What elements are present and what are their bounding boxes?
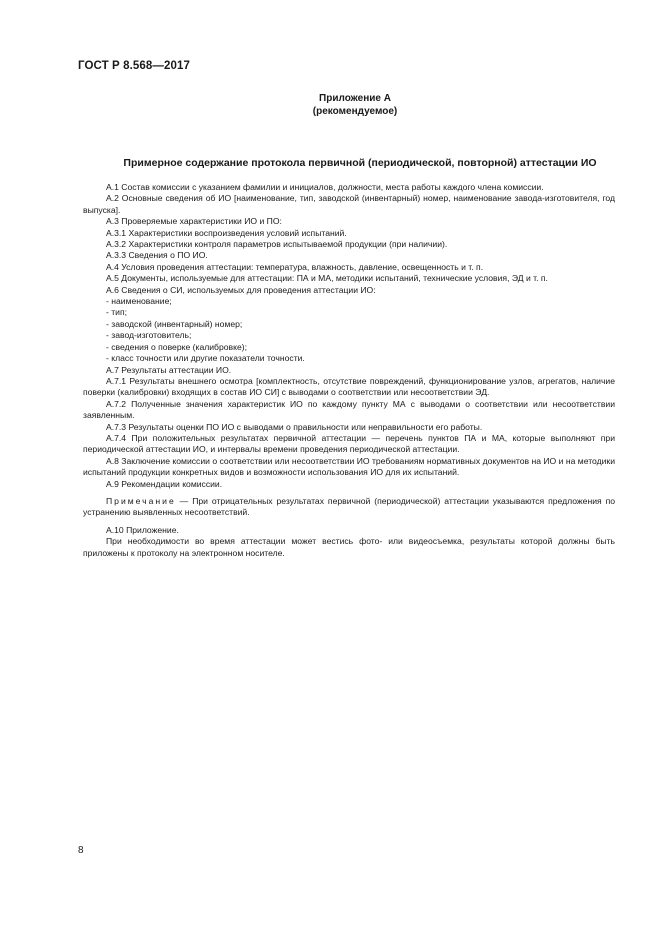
item-a7: А.7 Результаты аттестации ИО.: [106, 364, 232, 375]
item-a3-3: А.3.3 Сведения о ПО ИО.: [106, 250, 208, 261]
item-a6: А.6 Сведения о СИ, используемых для проведения аттестации ИО:: [106, 284, 376, 295]
item-a7-3: А.7.3 Результаты оценки ПО ИО с выводами о правильности или неправильности его работы.: [106, 421, 483, 432]
body-text: [83, 182, 615, 559]
appendix-title: Приложение А: [319, 93, 391, 104]
list-item: - тип;: [106, 307, 128, 318]
note-text: При отрицательных результатах первичной (периодической) аттестации указываются предложения по устранению выявленных несоответствий.: [83, 495, 616, 518]
item-a7-4: А.7.4 При положительных результатах первичной аттестации — перечень пунктов ПА и МА, которые выполняют при периодической аттестации ИО, и интервалы времени проведения периодической аттестации.: [83, 432, 615, 455]
appendix-heading: [280, 92, 430, 118]
item-a10-title: А.10 Приложение.: [106, 524, 179, 535]
list-item: - заводской (инвентарный) номер;: [106, 318, 243, 329]
item-a7-2: А.7.2 Полученные значения характеристик ИО по каждому пункту МА с выводами о соответствии или несоответствии заявленным.: [83, 398, 615, 421]
page-number: 8: [78, 845, 84, 856]
item-a7-1: А.7.1 Результаты внешнего осмотра [комплектность, отсутствие повреждений, функционирование узлов, агрегатов, наличие поверки (калибровки) входящих в состав ИО СИ] с выводами о соответствии или несоответствии ЭД.: [83, 375, 615, 398]
item-a2: А.2 Основные сведения об ИО [наименование, тип, заводской (инвентарный) номер, наименование завода-изготовителя, год выпуска].: [83, 193, 615, 215]
item-a10-text: При необходимости во время аттестации может вестись фото- или видеосъемка, результаты которой должны быть приложены к протоколу на электронном носителе.: [83, 536, 615, 558]
section-title: Примерное содержание протокола первичной (периодической, повторной) аттестации ИО: [123, 157, 597, 169]
list-item: - класс точности или другие показатели точности.: [106, 353, 305, 364]
item-a3: А.3 Проверяемые характеристики ИО и ПО:: [106, 216, 282, 227]
list-item: - наименование;: [106, 296, 172, 307]
note-dash: —: [175, 495, 193, 506]
item-a4: А.4 Условия проведения аттестации: температура, влажность, давление, освещенность и т. п.: [106, 261, 484, 272]
item-a1: А.1 Состав комиссии с указанием фамилии и инициалов, должности, места работы каждого члена комиссии.: [106, 182, 544, 192]
note-paragraph: [83, 496, 615, 519]
note-label: Примечание: [106, 495, 176, 506]
item-a9: А.9 Рекомендации комиссии.: [106, 478, 223, 489]
item-a3-1: А.3.1 Характеристики воспроизведения условий испытаний.: [106, 227, 347, 238]
list-item: - сведения о поверке (калибровке);: [106, 341, 247, 352]
appendix-status: (рекомендуемое): [312, 106, 398, 117]
item-a5: А.5 Документы, используемые для аттестации: ПА и МА, методики испытаний, технические условия, ЭД и т. п.: [106, 273, 548, 284]
item-a3-2: А.3.2 Характеристики контроля параметров испытываемой продукции (при наличии).: [106, 239, 448, 250]
document-code: ГОСТ Р 8.568—2017: [78, 60, 190, 72]
item-a8: А.8 Заключение комиссии о соответствии или несоответствии ИО требованиям нормативных документов на ИО и на методики испытаний продукции конкретных видов и возможности использования ИО для их испытаний.: [83, 455, 615, 478]
list-item: - завод-изготовитель;: [106, 330, 192, 341]
